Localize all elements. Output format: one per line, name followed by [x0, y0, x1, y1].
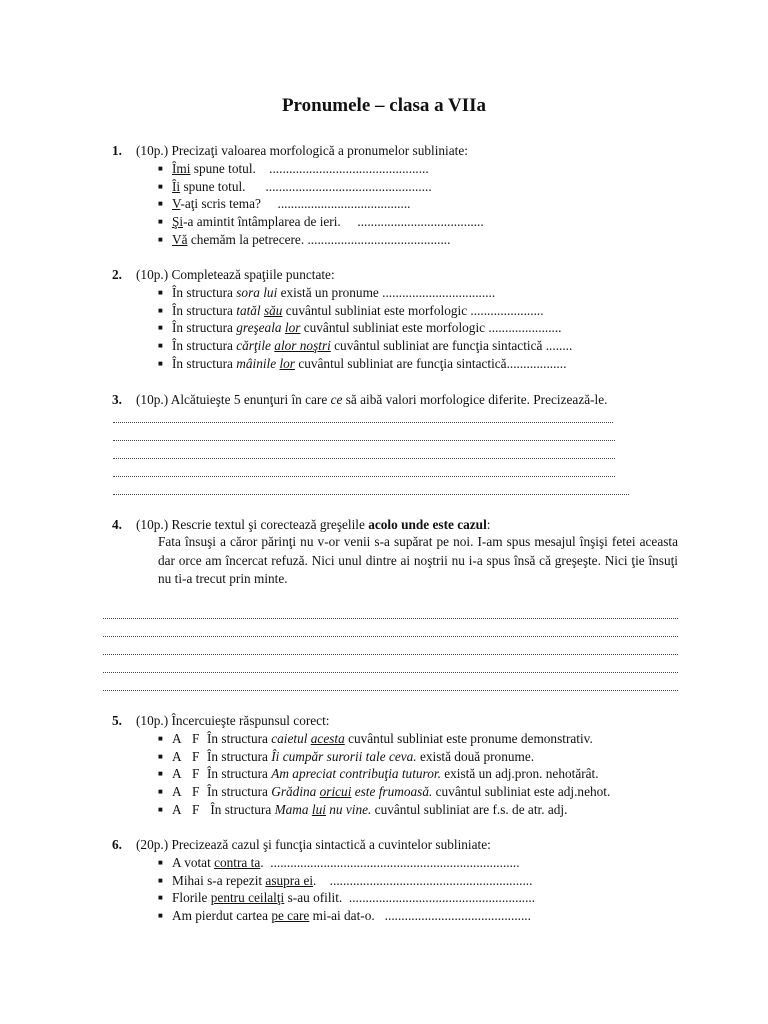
list-item: ■ Am pierdut cartea pe care mi-ai dat-o. ............................................	[158, 908, 531, 924]
text-to-correct: Fata însuşi a căror părinţi nu v-or venii s-a supărat pe noi. I-am spus mesajul înşişi fetei aceasta dar orce am încercat refuză. Nici unul dintre ai noştrii nu i-a spus însă că greşeşte. Nici ţie însuţi nu ti-a trecut prin minte.	[158, 534, 678, 586]
answer-line[interactable]	[113, 475, 615, 477]
list-item: ■ Florile pentru ceilalţi s-au ofilit. ........................................................	[158, 890, 536, 906]
option-false[interactable]: F	[192, 731, 200, 746]
bullet-icon: ■	[158, 234, 163, 244]
question-4	[0, 516, 768, 534]
option-true[interactable]: A	[172, 731, 182, 746]
item-list	[0, 854, 768, 925]
bullet-icon: ■	[158, 751, 163, 761]
answer-line[interactable]	[103, 653, 678, 655]
answer-line[interactable]	[113, 493, 629, 495]
question-1	[0, 142, 768, 248]
answer-line[interactable]	[103, 617, 678, 619]
list-item: ■ Vă chemăm la petrecere. ...........................................	[158, 231, 451, 247]
question-text: (10p.) Alcătuieşte 5 enunţuri în care ce să aibă valori morfologice diferite. Precizează-le.	[136, 392, 608, 407]
list-item: ■ În structura mâinile lor cuvântul subliniat are funcţia sintactică..................	[158, 355, 567, 371]
bullet-icon: ■	[158, 181, 163, 191]
list-item: ■ În structura sora lui există un pronume ..................................	[158, 285, 496, 300]
question-number: 5.	[112, 713, 122, 728]
bullet-icon: ■	[158, 734, 163, 743]
bullet-icon: ■	[158, 893, 163, 903]
list-item: ■ Îmi spune totul. ................................................	[158, 161, 429, 176]
item-list	[0, 284, 768, 372]
question-5	[0, 712, 768, 818]
list-item: ■ În structura tatăl său cuvântul subliniat este morfologic ......................	[158, 302, 544, 318]
bullet-icon: ■	[158, 911, 163, 921]
bullet-icon: ■	[158, 875, 163, 885]
option-false[interactable]: F	[192, 784, 200, 800]
answer-line[interactable]	[113, 421, 613, 423]
list-item: ■ V-aţi scris tema? ........................................	[158, 196, 411, 212]
question-number: 1.	[112, 143, 122, 158]
answer-line[interactable]	[113, 439, 615, 441]
list-item: ■ A F În structura Mama lui nu vine. cuvântul subliniat are f.s. de atr. adj.	[158, 801, 568, 817]
list-item: ■ Şi-a amintit întâmplarea de ieri. ......................................	[158, 214, 484, 230]
list-item: ■ Mihai s-a repezit asupra ei. .............................................................	[158, 872, 533, 888]
bullet-icon: ■	[158, 858, 163, 867]
question-6	[0, 836, 768, 925]
bullet-icon: ■	[158, 164, 163, 173]
page-title: Pronumele – clasa a VIIa	[281, 95, 487, 116]
question-number: 2.	[112, 267, 122, 282]
bullet-icon: ■	[158, 787, 163, 797]
option-true[interactable]: A	[172, 766, 182, 782]
list-item: ■ În structura greşeala lor cuvântul subliniat este morfologic ......................	[158, 320, 562, 336]
option-false[interactable]: F	[192, 748, 200, 764]
question-text: (10p.) Precizaţi valoarea morfologică a pronumelor subliniate:	[136, 143, 468, 158]
option-false[interactable]: F	[192, 801, 200, 817]
bullet-icon: ■	[158, 288, 163, 297]
item-list	[0, 160, 768, 248]
question-text: (10p.) Încercuieşte răspunsul corect:	[136, 713, 330, 728]
bullet-icon: ■	[158, 199, 163, 209]
bullet-icon: ■	[158, 323, 163, 333]
option-true[interactable]: A	[172, 801, 182, 817]
option-true[interactable]: A	[172, 748, 182, 764]
bullet-icon: ■	[158, 341, 163, 351]
list-item: ■ A F În structura Îi cumpăr surorii tale ceva. există două pronume.	[158, 748, 535, 764]
question-text: (10p.) Completează spaţiile punctate:	[136, 267, 335, 282]
bullet-icon: ■	[158, 804, 163, 814]
question-number: 3.	[112, 392, 122, 407]
question-2	[0, 266, 768, 372]
question-text: (20p.) Precizează cazul şi funcţia sintactică a cuvintelor subliniate:	[136, 837, 491, 852]
option-false[interactable]: F	[192, 766, 200, 782]
answer-line[interactable]	[103, 689, 678, 691]
list-item: ■ Îi spune totul. ..................................................	[158, 178, 432, 194]
bullet-icon: ■	[158, 217, 163, 227]
list-item: ■ A F În structura Am apreciat contribuţia tuturor. există un adj.pron. nehotărât.	[158, 766, 599, 782]
list-item: ■ A F În structura caietul acesta cuvântul subliniat este pronume demonstrativ.	[158, 731, 593, 746]
answer-line[interactable]	[113, 457, 615, 459]
bullet-icon: ■	[158, 305, 163, 315]
question-number: 4.	[112, 517, 122, 532]
question-3	[0, 391, 768, 409]
question-number: 6.	[112, 837, 122, 852]
option-true[interactable]: A	[172, 784, 182, 800]
list-item: ■ A votat contra ta. ...........................................................................	[158, 855, 520, 870]
answer-line[interactable]	[103, 635, 678, 637]
list-item: ■ În structura cărţile alor noştri cuvântul subliniat are funcţia sintactică ........	[158, 338, 573, 354]
item-list	[0, 730, 768, 818]
list-item: ■ A F În structura Grădina oricui este frumoasă. cuvântul subliniat este adj.nehot.	[158, 784, 611, 800]
question-text: (10p.) Rescrie textul şi corectează greşelile acolo unde este cazul:	[136, 517, 491, 532]
bullet-icon: ■	[158, 358, 163, 368]
bullet-icon: ■	[158, 769, 163, 779]
answer-line[interactable]	[103, 671, 678, 673]
